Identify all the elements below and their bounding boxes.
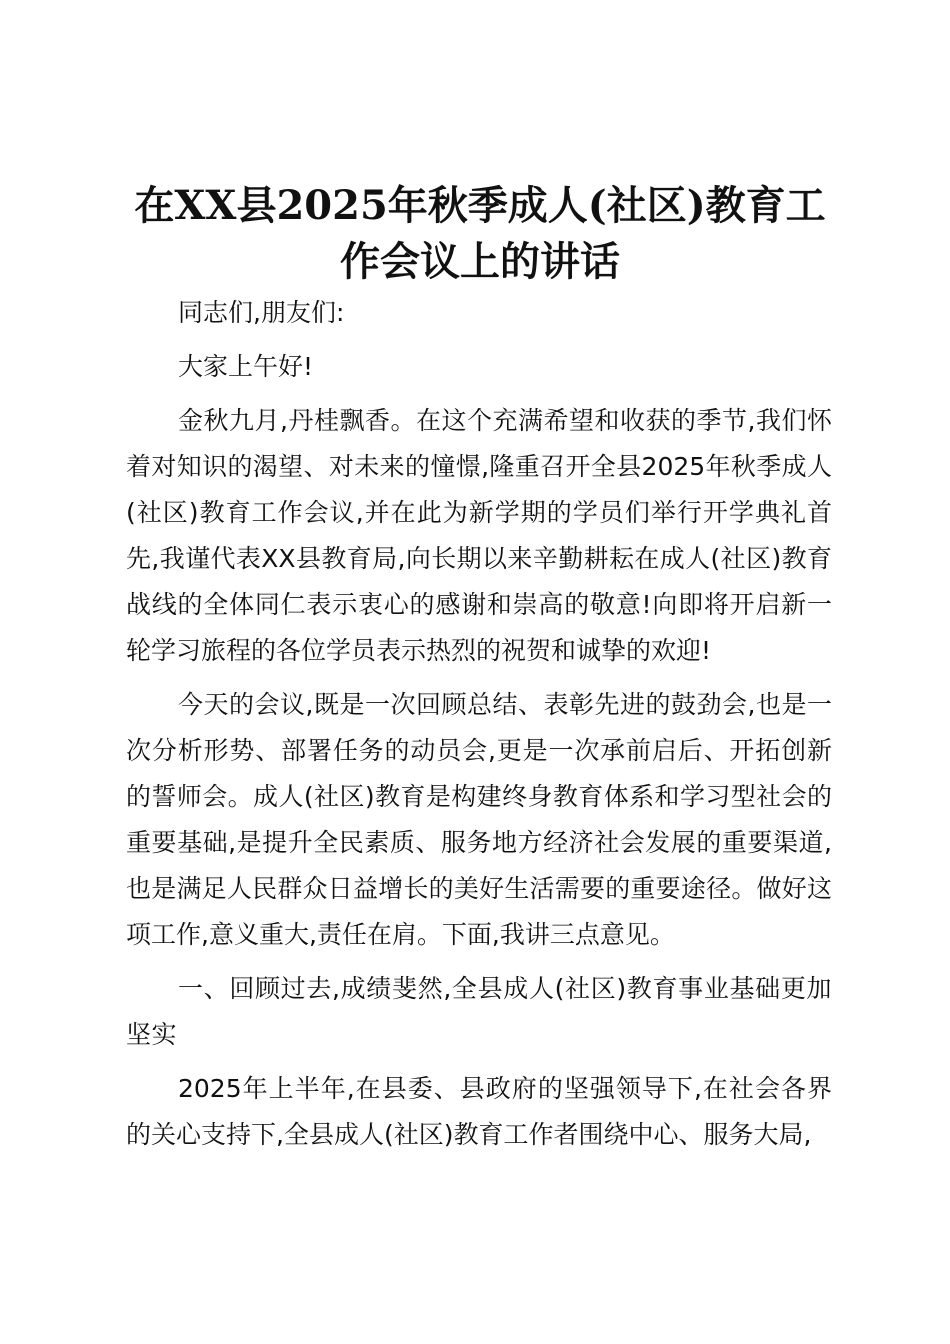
- paragraph-review: 2025年上半年,在县委、县政府的坚强领导下,在社会各界的关心支持下,全县成人(社区)教育工作者围绕中心、服务大局,: [126, 1074, 832, 1149]
- paragraph-opening: 金秋九月,丹桂飘香。在这个充满希望和收获的季节,我们怀着对知识的渴望、对未来的憧憬,隆重召开全县2025年秋季成人(社区)教育工作会议,并在此为新学期的学员们举行开学典礼首先,我谨代表XX县教育局,向长期以来辛勤耕耘在成人(社区)教育战线的全体同仁表示衷心的感谢和崇高的敬意!向即将开启新一轮学习旅程的各位学员表示热烈的祝贺和诚挚的欢迎!: [126, 406, 832, 665]
- document-body: [126, 290, 832, 1158]
- document-title: 在XX县2025年秋季成人(社区)教育工作会议上的讲话: [134, 182, 826, 285]
- section-heading-1: 一、回顾过去,成绩斐然,全县成人(社区)教育事业基础更加坚实: [126, 974, 832, 1049]
- paragraph-meeting-purpose: 今天的会议,既是一次回顾总结、表彰先进的鼓劲会,也是一次分析形势、部署任务的动员会,更是一次承前启后、开拓创新的誓师会。成人(社区)教育是构建终身教育体系和学习型社会的重要基础,是提升全民素质、服务地方经济社会发展的重要渠道,也是满足人民群众日益增长的美好生活需要的重要途径。做好这项工作,意义重大,责任在肩。下面,我讲三点意见。: [126, 690, 832, 949]
- salutation: 同志们,朋友们:: [178, 298, 345, 327]
- greeting: 大家上午好!: [178, 352, 314, 381]
